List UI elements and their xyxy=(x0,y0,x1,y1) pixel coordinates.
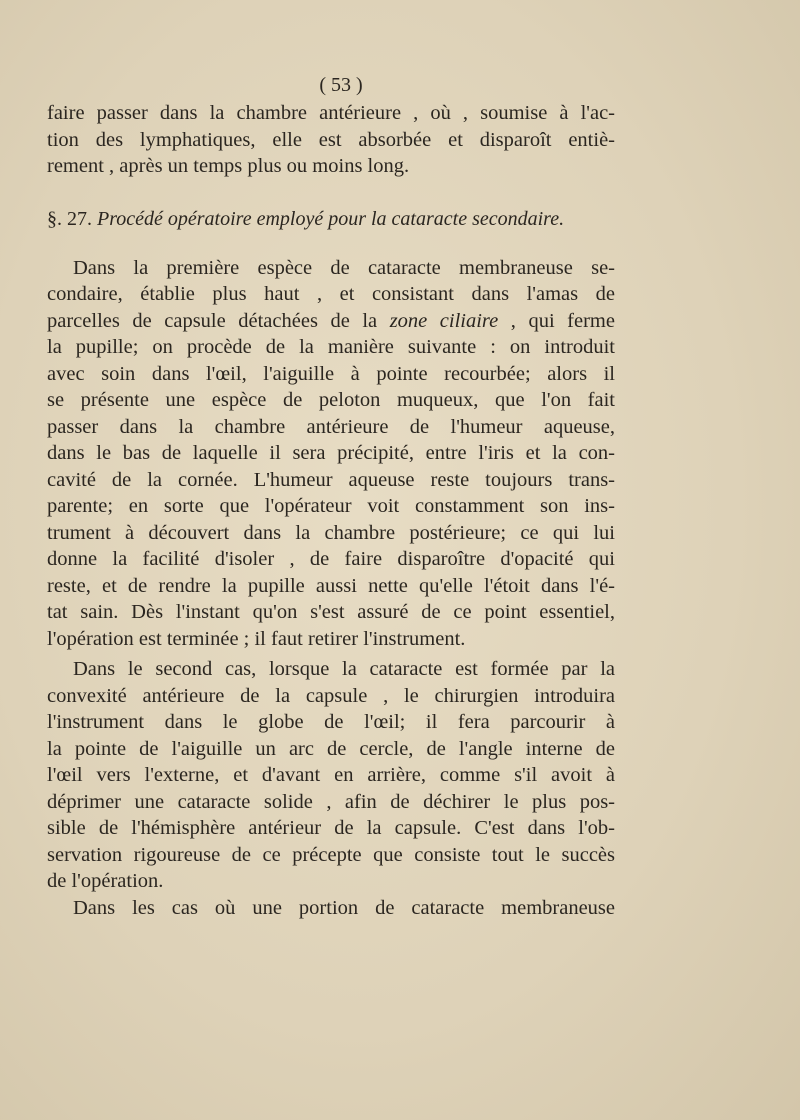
text-column xyxy=(47,70,615,921)
text-line: donne la facilité d'isoler , de faire disparoître d'opacité qui xyxy=(47,548,615,570)
text-line: servation rigoureuse de ce précepte que consiste tout le succès xyxy=(47,843,615,866)
text-line: faire passer dans la chambre antérieure , où , soumise à l'ac- xyxy=(47,102,615,124)
paragraph-4 xyxy=(47,895,615,922)
text-line: la pointe de l'aiguille un arc de cercle, de l'angle interne de xyxy=(47,737,615,760)
italic-term: zone ciliaire xyxy=(389,309,499,332)
text-line: avec soin dans l'œil, l'aiguille à pointe recourbée; alors il xyxy=(47,362,615,385)
section-number: §. 27. xyxy=(47,207,92,230)
text-line: parente; en sorte que l'opérateur voit constamment son ins- xyxy=(47,495,615,517)
text-line: reste, et de rendre la pupille aussi nette qu'elle l'étoit dans l'é- xyxy=(47,574,615,597)
text-run: parcelles de capsule détachées de la xyxy=(47,309,390,332)
text-line xyxy=(47,308,615,335)
text-line: l'instrument dans le globe de l'œil; il fera parcourir à xyxy=(47,711,615,733)
text-line: rement , après un temps plus ou moins long. xyxy=(47,155,410,177)
text-line: Dans les cas où une portion de cataracte membraneuse xyxy=(73,896,615,919)
text-line: trument à découvert dans la chambre postérieure; ce qui lui xyxy=(47,521,615,544)
paragraph-3 xyxy=(47,656,615,895)
text-line: cavité de la cornée. L'humeur aqueuse reste toujours trans- xyxy=(47,468,615,491)
text-line: déprimer une cataracte solide , afin de déchirer le plus pos- xyxy=(47,790,615,813)
text-line: l'opération est terminée ; il faut retirer l'instrument. xyxy=(47,627,466,650)
text-line: Dans la première espèce de cataracte membraneuse se- xyxy=(73,256,615,279)
text-line: tat sain. Dès l'instant qu'on s'est assuré de ce point essentiel, xyxy=(47,601,615,623)
text-line: se présente une espèce de peloton muqueux, que l'on fait xyxy=(47,389,615,411)
paragraph-2 xyxy=(47,255,615,653)
text-line: de l'opération. xyxy=(47,870,164,892)
section-heading xyxy=(47,206,615,232)
text-line: sible de l'hémisphère antérieur de la capsule. C'est dans l'ob- xyxy=(47,817,615,839)
text-line: Dans le second cas, lorsque la cataracte est formée par la xyxy=(73,658,615,680)
paragraph-1 xyxy=(47,100,615,180)
text-line: tion des lymphatiques, elle est absorbée et disparoît entiè- xyxy=(47,128,615,151)
text-line: dans le bas de laquelle il sera précipité, entre l'iris et la con- xyxy=(47,442,615,464)
text-line: la pupille; on procède de la manière suivante : on introduit xyxy=(47,336,615,358)
text-run: , qui ferme xyxy=(498,309,615,332)
text-line: passer dans la chambre antérieure de l'humeur aqueuse, xyxy=(47,415,615,438)
text-line: l'œil vers l'externe, et d'avant en arrière, comme s'il avoit à xyxy=(47,764,615,786)
page-number: ( 53 ) xyxy=(319,74,363,96)
text-line: condaire, établie plus haut , et consistant dans l'amas de xyxy=(47,283,615,305)
section-title: Procédé opératoire employé pour la cataracte secondaire. xyxy=(97,207,565,230)
text-line: convexité antérieure de la capsule , le chirurgien introduira xyxy=(47,684,615,707)
